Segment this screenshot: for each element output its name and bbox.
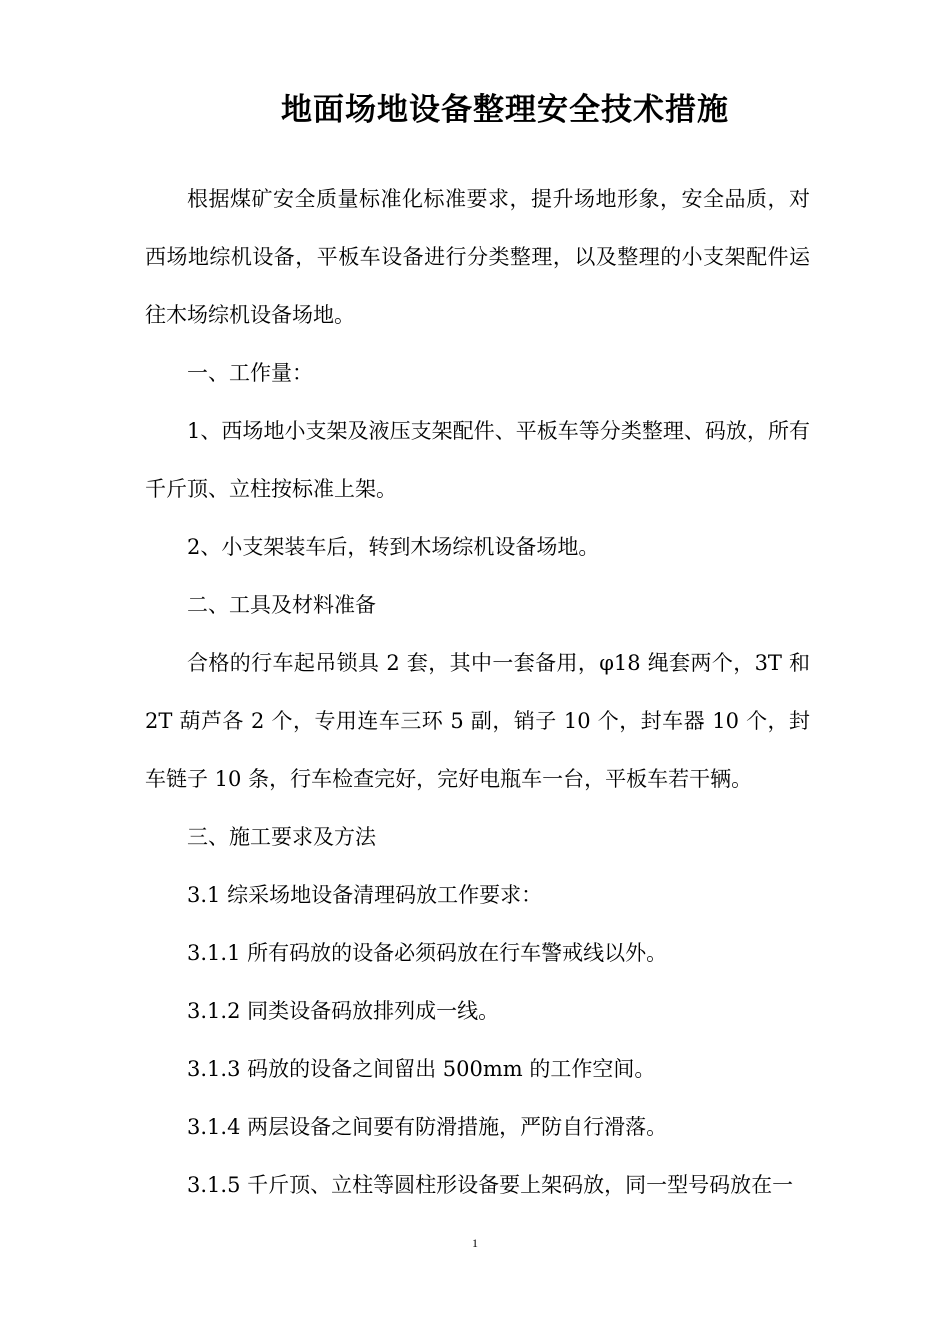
paragraph-tools: 合格的行车起吊锁具 2 套，其中一套备用，φ18 绳套两个，3T 和 2T 葫芦各 2 个，专用连车三环 5 副，销子 10 个，封车器 10 个，封车链子 10 条，行车检查完好，完好电瓶车一台，平板车若干辆。: [145, 651, 810, 791]
document-title: 地面场地设备整理安全技术措施: [281, 92, 729, 128]
item-3-1-3: 3.1.3 码放的设备之间留出 500mm 的工作空间。: [187, 1057, 656, 1081]
section-heading-tools: 二、工具及材料准备: [187, 593, 376, 617]
paragraph-workload-1: 1、西场地小支架及液压支架配件、平板车等分类整理、码放，所有千斤顶、立柱按标准上架。: [145, 419, 810, 501]
item-3-1-4: 3.1.4 两层设备之间要有防滑措施，严防自行滑落。: [187, 1115, 668, 1139]
paragraph-intro: 根据煤矿安全质量标准化标准要求，提升场地形象，安全品质，对西场地综机设备，平板车设备进行分类整理，以及整理的小支架配件运往木场综机设备场地。: [145, 187, 810, 327]
section-heading-workload: 一、工作量：: [187, 361, 313, 385]
item-3-1-1: 3.1.1 所有码放的设备必须码放在行车警戒线以外。: [187, 941, 668, 965]
page-number: 1: [472, 1236, 478, 1250]
section-heading-requirements: 三、施工要求及方法: [187, 825, 376, 849]
document-body: [145, 170, 810, 1214]
item-3-1-5: 3.1.5 千斤顶、立柱等圆柱形设备要上架码放，同一型号码放在一: [187, 1173, 794, 1197]
paragraph-workload-2: 2、小支架装车后，转到木场综机设备场地。: [187, 535, 600, 559]
item-3-1-2: 3.1.2 同类设备码放排列成一线。: [187, 999, 500, 1023]
subsection-3-1: 3.1 综采场地设备清理码放工作要求：: [187, 883, 543, 907]
